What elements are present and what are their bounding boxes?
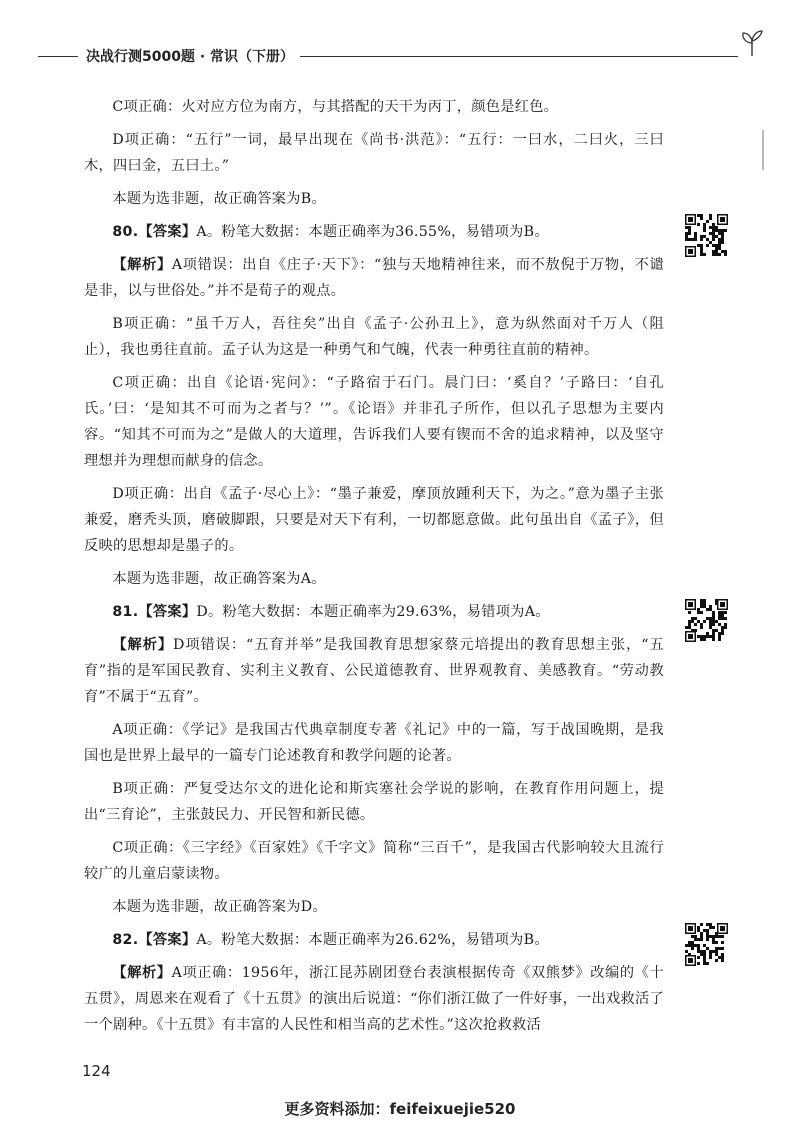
qr-code-icon[interactable] bbox=[684, 922, 728, 966]
paragraph: 本题为选非题，故正确答案为A。 bbox=[112, 571, 326, 587]
paragraph: C项正确：出自《论语·宪问》：“子路宿于石门。晨门曰：‘奚自？’子路曰：‘自孔氏。’曰：‘是知其不可而为之者与？’”。《论语》并非孔子所作，但以孔子思想为主要内容。“知其不可而为之”是做人的大道理，告诉我们人要有锲而不舍的追求精神，以及坚守理想并为理想而献身的信念。 bbox=[84, 375, 664, 469]
answer-81: 81.【答案】D。粉笔大数据：本题正确率为29.63%，易错项为A。 bbox=[112, 604, 550, 620]
paragraph: C项正确：《三字经》《百家姓》《千字文》简称“三百千”，是我国古代影响较大且流行较广的儿童启蒙读物。 bbox=[84, 840, 664, 882]
paragraph: 本题为选非题，故正确答案为D。 bbox=[112, 899, 327, 915]
qr-code-icon[interactable] bbox=[684, 598, 728, 642]
paragraph: D项正确：“五行”一词，最早出现在《尚书·洪范》：“五行：一曰水，二曰火，三曰木，四曰金，五曰土。” bbox=[84, 132, 664, 174]
page-number: 124 bbox=[82, 1062, 111, 1080]
page-header bbox=[38, 44, 738, 68]
footer-note: 更多资料添加：feifeixuejie520 bbox=[284, 1100, 516, 1118]
qr-code-icon[interactable] bbox=[684, 213, 728, 257]
paragraph: C项正确：火对应方位为南方，与其搭配的天干为丙丁，颜色是红色。 bbox=[112, 99, 559, 115]
paragraph: A项正确：《学记》是我国古代典章制度专著《礼记》中的一篇，写于战国晚期，是我国也是世界上最早的一篇专门论述教育和教学问题的论著。 bbox=[84, 722, 664, 764]
paragraph: B项正确：严复受达尔文的进化论和斯宾塞社会学说的影响，在教育作用问题上，提出“三育论”，主张鼓民力、开民智和新民德。 bbox=[84, 781, 664, 823]
analysis-81: 【解析】D项错误：“五育并举”是我国教育思想家蔡元培提出的教育思想主张，“五育”指的是军国民教育、实利主义教育、公民道德教育、世界观教育、美感教育。“劳动教育”不属于“五育”。 bbox=[84, 637, 664, 705]
main-content bbox=[84, 94, 664, 1045]
analysis-80: 【解析】A项错误：出自《庄子·天下》：“独与天地精神往来，而不敖倪于万物，不谴是非，以与世俗处。”并不是荀子的观点。 bbox=[84, 257, 664, 299]
header-rule-right bbox=[300, 56, 738, 57]
paragraph: 本题为选非题，故正确答案为B。 bbox=[112, 191, 326, 207]
page-edge-mark bbox=[762, 130, 764, 170]
analysis-82: 【解析】A项正确：1956年，浙江昆苏剧团登台表演根据传奇《双熊梦》改编的《十五贯》，周恩来在观看了《十五贯》的演出后说道：“你们浙江做了一件好事，一出戏救活了一个剧种。《十五贯》有丰富的人民性和相当高的艺术性。”这次抢救救活 bbox=[84, 965, 664, 1033]
sprout-icon bbox=[738, 30, 766, 56]
paragraph: D项正确：出自《孟子·尽心上》：“墨子兼爱，摩顶放踵利天下，为之。”意为墨子主张兼爱，磨秃头顶，磨破脚跟，只要是对天下有利，一切都愿意做。此句虽出自《孟子》，但反映的思想却是墨子的。 bbox=[84, 486, 664, 554]
header-rule-left bbox=[38, 56, 78, 57]
answer-80: 80.【答案】A。粉笔大数据：本题正确率为36.55%，易错项为B。 bbox=[112, 224, 549, 240]
answer-82: 82.【答案】A。粉笔大数据：本题正确率为26.62%，易错项为B。 bbox=[112, 932, 549, 948]
paragraph: B项正确：“虽千万人，吾往矣”出自《孟子·公孙丑上》，意为纵然面对千万人（阻止），我也勇往直前。孟子认为这是一种勇气和气魄，代表一种勇往直前的精神。 bbox=[84, 316, 664, 358]
book-title: 决战行测5000题 · 常识（下册） bbox=[86, 49, 295, 65]
